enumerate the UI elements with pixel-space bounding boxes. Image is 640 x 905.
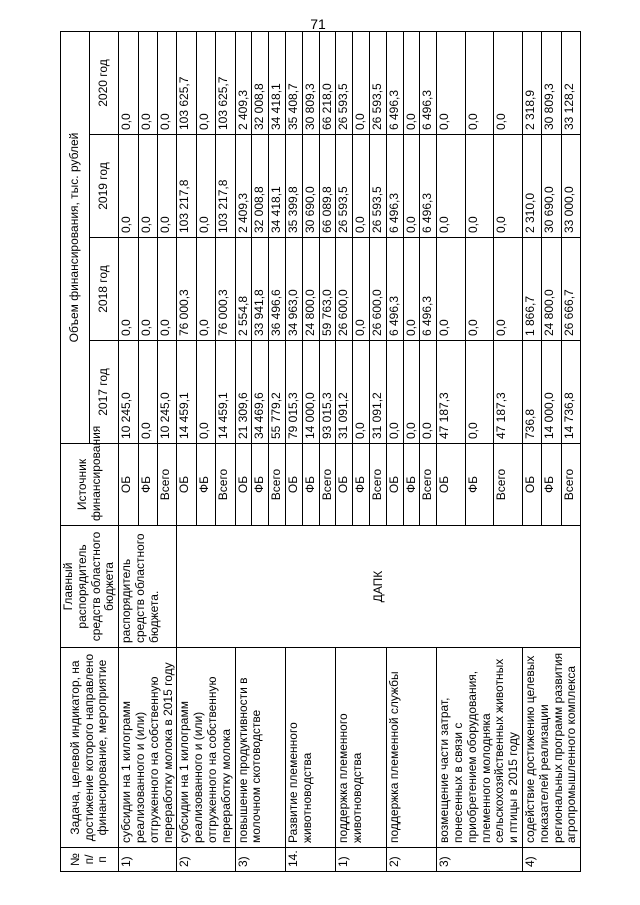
value-cell: 0,0 [138,31,157,134]
value-cell: 31 091,2 [336,341,353,444]
task-text: повышение продуктивности в молочном скотоводстве [235,648,285,848]
value-cell: 103 625,7 [216,31,235,134]
table-row [119,31,138,871]
source-cell: ОБ [437,444,466,526]
value-cell: 0,0 [353,31,370,134]
task-text: Развитие племенного животноводства [285,648,335,848]
value-cell: 32 008,8 [252,31,269,134]
value-cell: 0,0 [119,238,138,341]
value-cell: 14 000,0 [302,341,319,444]
value-cell: 24 800,0 [542,238,561,341]
value-cell: 10 245,0 [119,341,138,444]
value-cell: 0,0 [403,31,420,134]
value-cell: 0,0 [157,135,176,238]
value-cell: 0,0 [196,135,215,238]
value-cell: 6 496,3 [386,238,403,341]
source-cell: ФБ [302,444,319,526]
value-cell: 34 963,0 [285,238,302,341]
value-cell: 0,0 [138,341,157,444]
source-cell: ФБ [196,444,215,526]
value-cell: 30 809,3 [302,31,319,134]
value-cell: 736,8 [522,341,541,444]
value-cell: 2 310,0 [522,135,541,238]
value-cell: 0,0 [465,238,494,341]
value-cell: 26 666,7 [561,238,580,341]
value-cell: 2 318,9 [522,31,541,134]
value-cell: 14 000,0 [542,341,561,444]
table-row [336,31,353,871]
table-body [119,31,581,871]
value-cell: 32 008,8 [252,135,269,238]
value-cell: 35 399,8 [285,135,302,238]
source-cell: ОБ [336,444,353,526]
value-cell: 93 015,3 [319,341,336,444]
source-cell: Всего [494,444,523,526]
value-cell: 26 593,5 [336,135,353,238]
value-cell: 26 593,5 [369,135,386,238]
value-cell: 47 187,3 [437,341,466,444]
value-cell: 59 763,0 [319,238,336,341]
value-cell: 33 941,8 [252,238,269,341]
source-cell: Всего [269,444,286,526]
rotated-page [60,16,580,872]
source-cell: ФБ [465,444,494,526]
value-cell: 66 218,0 [319,31,336,134]
task-text: содействие достижению целевых показателей реализации региональных программ развития агропромышленного комплекса [522,648,580,848]
value-cell: 0,0 [437,135,466,238]
value-cell: 0,0 [403,135,420,238]
source-cell: ОБ [386,444,403,526]
source-cell: ОБ [177,444,196,526]
table-row [177,31,196,871]
value-cell: 0,0 [119,135,138,238]
row-number: 14. [285,848,335,872]
value-cell: 24 800,0 [302,238,319,341]
value-cell: 0,0 [119,31,138,134]
task-text: субсидии на 1 килограмм реализованного и (или) отгруженного на собственную переработку молока в 2015 году [119,648,177,848]
row-number: 2) [177,848,235,872]
value-cell: 103 217,8 [177,135,196,238]
task-text: возмещение части затрат, понесенных в связи с приобретением оборудования, племенного молодняка сельскохозяйственных животных и птицы в 2015 году [437,648,523,848]
source-cell: ФБ [353,444,370,526]
table-row [522,31,541,871]
value-cell: 6 496,3 [420,135,437,238]
page-number: 71 [310,16,326,33]
source-cell: ФБ [542,444,561,526]
value-cell: 26 600,0 [369,238,386,341]
value-cell: 2 409,3 [235,31,252,134]
row-number: 2) [386,848,436,872]
value-cell: 36 496,6 [269,238,286,341]
source-cell: Всего [561,444,580,526]
value-cell: 103 625,7 [177,31,196,134]
value-cell: 2 554,8 [235,238,252,341]
source-cell: Всего [369,444,386,526]
header-volume: Объем финансирования, тыс. рублей [61,31,90,443]
source-cell: Всего [420,444,437,526]
header-year: 2018 год [90,238,119,341]
value-cell: 66 089,8 [319,135,336,238]
header-year: 2017 год [90,341,119,444]
table-row [386,31,403,871]
value-cell: 2 409,3 [235,135,252,238]
source-cell: ФБ [138,444,157,526]
value-cell: 0,0 [465,135,494,238]
financing-table [60,31,581,872]
row-number: 3) [437,848,523,872]
value-cell: 0,0 [494,31,523,134]
row-number: 3) [235,848,285,872]
value-cell: 0,0 [494,135,523,238]
value-cell: 0,0 [157,238,176,341]
header-source: Источник финансирования [61,444,119,526]
value-cell: 0,0 [353,341,370,444]
task-text: поддержка племенной службы [386,648,436,848]
value-cell: 0,0 [196,238,215,341]
value-cell: 10 245,0 [157,341,176,444]
task-text: субсидии на 1 килограмм реализованного и (или) отгруженного на собственную переработку молока [177,648,235,848]
value-cell: 33 000,0 [561,135,580,238]
row-number: 1) [119,848,177,872]
value-cell: 0,0 [420,341,437,444]
header-year: 2019 год [90,135,119,238]
value-cell: 6 496,3 [420,31,437,134]
value-cell: 0,0 [353,238,370,341]
value-cell: 0,0 [196,341,215,444]
value-cell: 30 809,3 [542,31,561,134]
value-cell: 26 593,5 [336,31,353,134]
table-row [437,31,466,871]
value-cell: 76 000,3 [216,238,235,341]
source-cell: ОБ [119,444,138,526]
source-cell: Всего [216,444,235,526]
value-cell: 14 736,8 [561,341,580,444]
source-cell: ОБ [235,444,252,526]
header-task: Задача, целевой индикатор, на достижение которого направлено финансирование, мероприятие [61,648,119,848]
value-cell: 30 690,0 [542,135,561,238]
header-manager: Главный распорядитель средств областного бюджета [61,526,119,648]
value-cell: 26 593,5 [369,31,386,134]
value-cell: 47 187,3 [494,341,523,444]
value-cell: 6 496,3 [386,31,403,134]
task-text: поддержка племенного животноводства [336,648,386,848]
value-cell: 103 217,8 [216,135,235,238]
value-cell: 0,0 [403,341,420,444]
value-cell: 34 418,1 [269,135,286,238]
value-cell: 14 459,1 [177,341,196,444]
header-num: № п/п [61,848,119,872]
value-cell: 0,0 [138,135,157,238]
value-cell: 0,0 [353,135,370,238]
value-cell: 6 496,3 [420,238,437,341]
value-cell: 76 000,3 [177,238,196,341]
value-cell: 0,0 [465,341,494,444]
value-cell: 79 015,3 [285,341,302,444]
source-cell: ФБ [403,444,420,526]
value-cell: 0,0 [403,238,420,341]
value-cell: 35 408,7 [285,31,302,134]
value-cell: 0,0 [196,31,215,134]
value-cell: 0,0 [465,31,494,134]
source-cell: ОБ [285,444,302,526]
value-cell: 26 600,0 [336,238,353,341]
source-cell: ФБ [252,444,269,526]
value-cell: 21 309,6 [235,341,252,444]
value-cell: 33 128,2 [561,31,580,134]
value-cell: 55 779,2 [269,341,286,444]
row-number: 4) [522,848,580,872]
value-cell: 34 418,1 [269,31,286,134]
table-row [235,31,252,871]
value-cell: 34 469,6 [252,341,269,444]
value-cell: 0,0 [386,341,403,444]
value-cell: 0,0 [138,238,157,341]
value-cell: 0,0 [437,31,466,134]
value-cell: 0,0 [437,238,466,341]
value-cell: 30 690,0 [302,135,319,238]
value-cell: 14 459,1 [216,341,235,444]
source-cell: Всего [157,444,176,526]
table-row [285,31,302,871]
manager-name: ДАПК [177,526,581,648]
row-number: 1) [336,848,386,872]
value-cell: 0,0 [494,238,523,341]
value-cell: 1 866,7 [522,238,541,341]
value-cell: 0,0 [157,31,176,134]
source-cell: Всего [319,444,336,526]
value-cell: 6 496,3 [386,135,403,238]
source-cell: ОБ [522,444,541,526]
value-cell: 31 091,2 [369,341,386,444]
header-year: 2020 год [90,31,119,134]
manager-cell: распорядитель средств областного бюджета. [119,526,177,648]
